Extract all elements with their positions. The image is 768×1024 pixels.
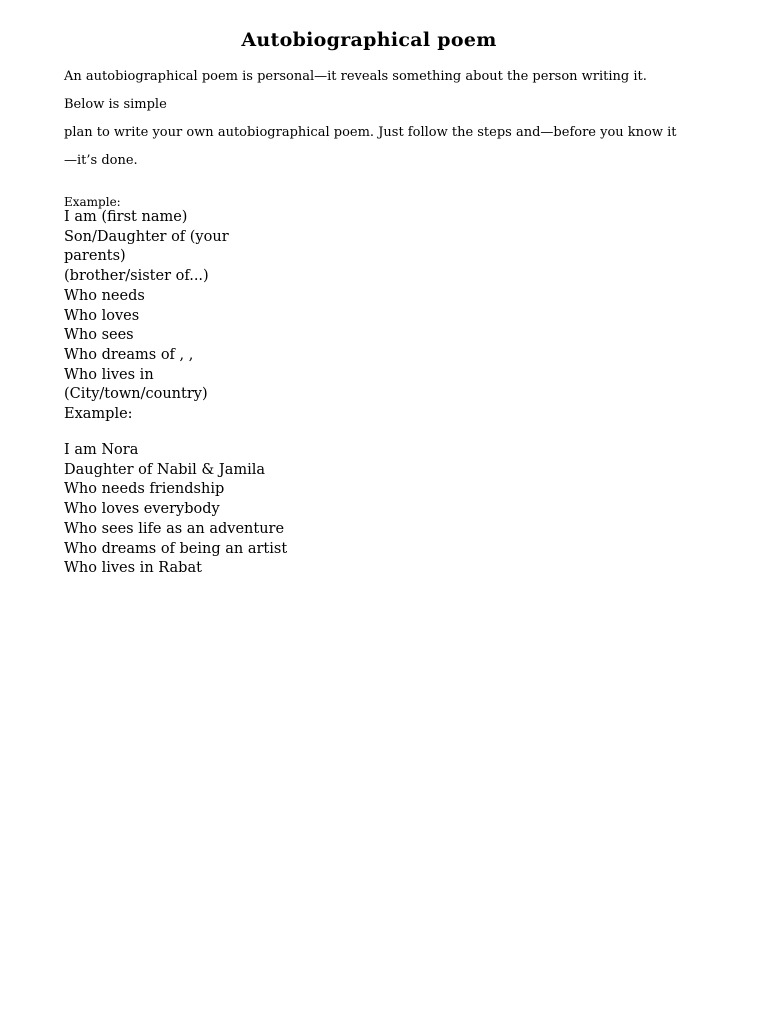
poem-template <box>64 208 229 425</box>
sample-line: Who loves everybody <box>64 501 220 518</box>
poem-sample <box>64 441 287 579</box>
template-line: (brother/sister of...) <box>64 268 209 285</box>
template-line: parents) <box>64 248 126 265</box>
example-label: Example: <box>64 195 121 209</box>
intro-line: Below is simple <box>64 97 167 112</box>
page-title: Autobiographical poem <box>241 29 497 51</box>
sample-line: I am Nora <box>64 442 139 458</box>
template-line: Who needs <box>64 287 145 304</box>
sample-line: Who needs friendship <box>64 481 225 498</box>
sample-line: Daughter of Nabil & Jamila <box>64 461 266 478</box>
template-line: Who lives in <box>64 366 154 383</box>
template-line: I am (first name) <box>64 209 188 225</box>
template-line: Who sees <box>64 327 134 344</box>
intro-line: plan to write your own autobiographical poem. Just follow the steps and—before you know it <box>64 125 677 140</box>
sample-line: Who sees life as an adventure <box>64 520 285 537</box>
sample-line: Who lives in Rabat <box>64 560 202 577</box>
template-line: (City/town/country) <box>64 386 208 403</box>
intro-paragraphs <box>64 63 724 175</box>
sample-line: Who dreams of being an artist <box>64 540 288 557</box>
intro-line: An autobiographical poem is personal—it reveals something about the person writing it. <box>64 69 647 84</box>
template-line: Who loves <box>64 307 140 324</box>
template-line: Example: <box>64 406 133 423</box>
template-line: Son/Daughter of (your <box>64 228 229 245</box>
intro-line: —it’s done. <box>64 153 138 168</box>
template-line: Who dreams of , , <box>64 346 194 363</box>
